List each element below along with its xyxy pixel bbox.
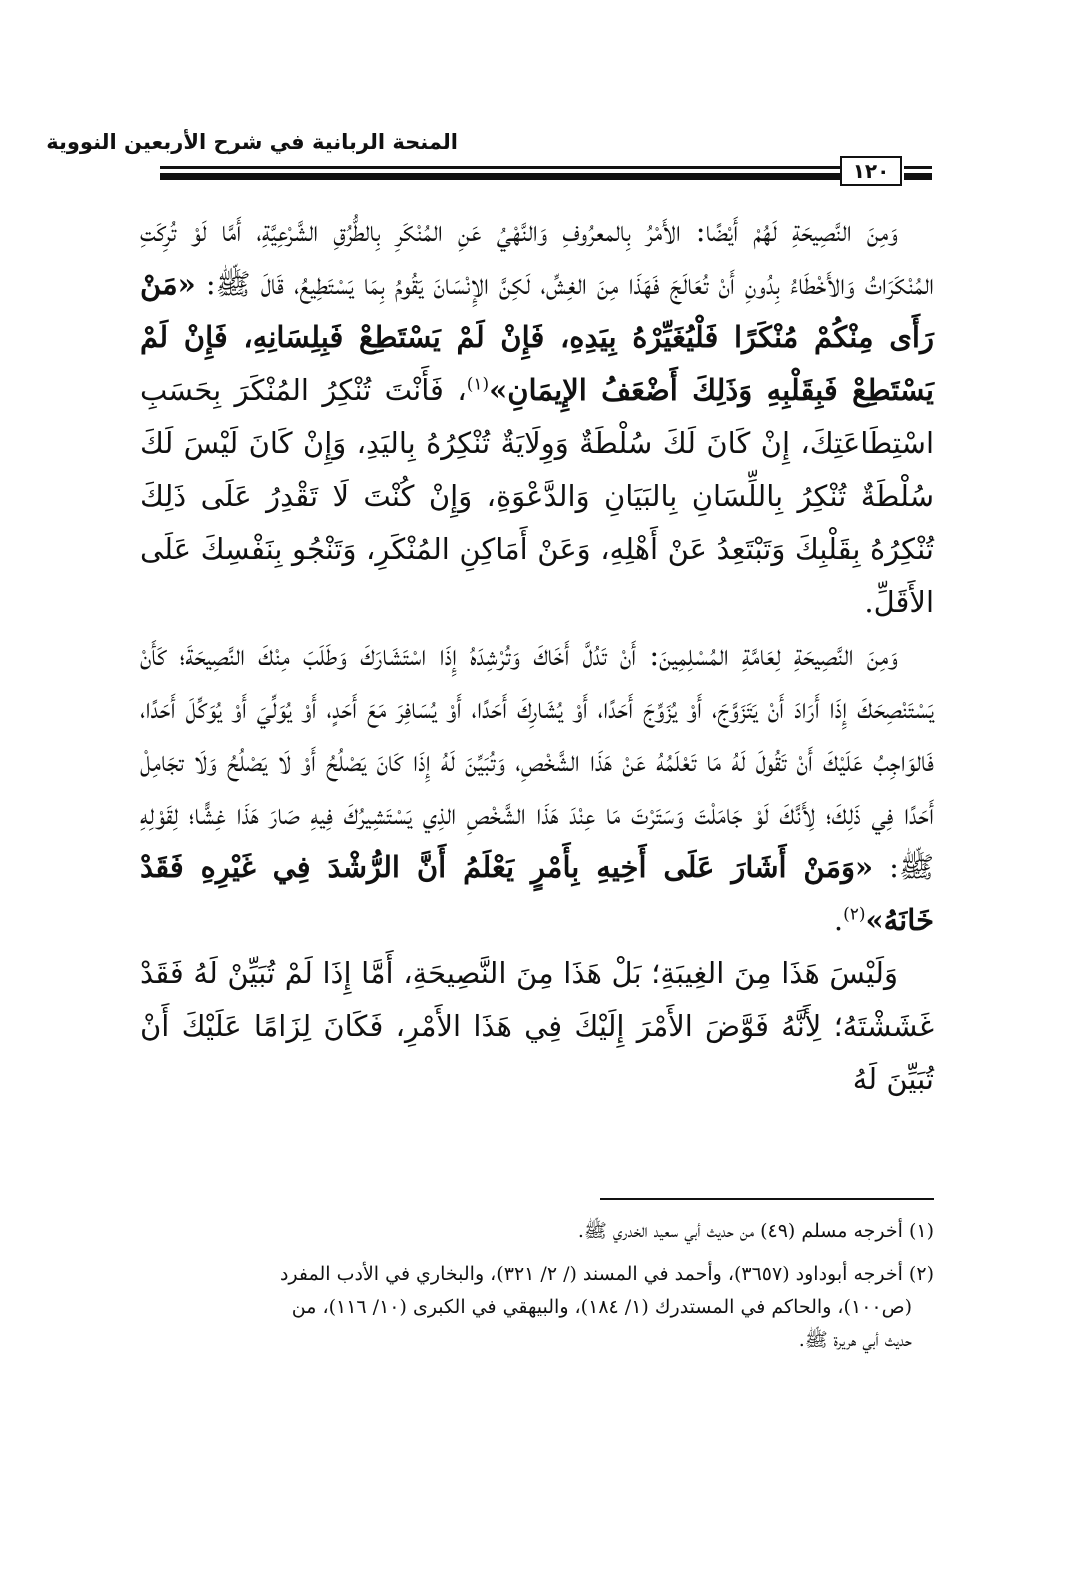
paragraph-1-rest: ، فَأَنْتَ تُنْكِرُ المُنْكَرَ بِحَسَبِ اسْتِطَاعَتِكَ، إِنْ كَانَ لَكَ سُلْطَةٌ وَوِلَايَةٌ تُنْكِرُهُ بِاليَدِ، وَإِنْ كَانَ لَيْسَ لَكَ سُلْطَةٌ تُنْكِرُ بِاللِّسَانِ بِالبَيَانِ وَالدَّعْوَةِ، وَإِنْ كُنْتَ لَا تَقْدِرُ عَلَى ذَلِكَ تُنْكِرُهُ بِقَلْبِكَ وَتَبْتَعِدُ عَنْ أَهْلِهِ، وَعَنْ أَمَاكِنِ المُنْكَرِ، وَتَنْجُو بِنَفْسِكَ عَلَى الأَقَلِّ. (140, 373, 934, 619)
footnote-separator (600, 1198, 934, 1200)
footnote-1: (١) أخرجه مسلم (٤٩) من حديث أبي سعيد الخدري ﷺ. (577, 1220, 934, 1242)
paragraph-2-text: وَمِنَ النَّصِيحَةِ لِعَامَّةِ المُسْلِمِينَ: أَنْ تَدُلَّ أَخَاكَ وَتُرْشِدَهُ إِذَا اسْتَشَارَكَ وَطَلَبَ مِنْكَ النَّصِيحَةَ؛ كَأَنْ يَسْتَنْصِحَكَ إِذَا أَرَادَ أَنْ يَتَزَوَّجَ، أَوْ يُزَوِّجَ أَحَدًا، أَوْ يُشَارِكَ أَحَدًا، أَوْ يُسَافِرَ مَعَ أَحَدٍ، أَوْ يُوَلِّيَ أَوْ يُوَكِّلَ أَحَدًا، فَالوَاجِبُ عَلَيْكَ أَنْ تَقُولَ لَهُ مَا تَعْلَمُهُ عَنْ هَذَا الشَّخْصِ، وَتُبَيِّنَ لَهُ إِذَا كَانَ يَصْلُحُ أَوْ لَا يَصْلُحُ وَلَا تجَامِلْ أَحَدًا فِي ذَلِكَ؛ لِأَنَّكَ لَوْ جَامَلْتَ وَسَتَرْتَ مَا عِنْدَ هَذَا الشَّخْصِ الذِي يَسْتَشِيرُكَ فِيهِ صَارَ هَذَا غِشًّا؛ لِقَوْلِهِ ﷺ: (140, 638, 934, 884)
header-rule-thick-right (904, 173, 932, 180)
footnote-2-line-1: (٢) أخرجه أبوداود (٣٦٥٧)، وأحمد في المسند (/ ٢/ ٣٢١)، والبخاري في الأدب المفرد (279, 1263, 934, 1285)
footnotes (140, 1215, 934, 1357)
paragraph-1 (140, 205, 934, 629)
running-title: المنحة الربانية في شرح الأربعين النووية (46, 130, 458, 154)
footnote-ref-1: (١) (466, 374, 490, 395)
paragraph-3-text: وَلَيْسَ هَذَا مِنَ الغِيبَةِ؛ بَلْ هَذَا مِنَ النَّصِيحَةِ، أَمَّا إِذَا لَمْ تُبَيِّنْ لَهُ فَقَدْ غَشَشْتَهُ؛ لِأَنَّهُ فَوَّضَ الأَمْرَ إِلَيْكَ فِي هَذَا الأَمْرِ، فَكَانَ لِزَامًا عَلَيْكَ أَنْ تُبَيِّنَ لَهُ (140, 956, 934, 1096)
paragraph-2 (140, 629, 934, 947)
hadith-quote-2: «وَمَنْ أَشَارَ عَلَى أَخِيهِ بِأَمْرٍ يَعْلَمُ أَنَّ الرُّشْدَ فِي غَيْرِهِ فَقَدْ خَانَهُ» (140, 850, 934, 937)
page-number: ١٢٠ (840, 156, 902, 186)
footnote-2-line-3: حديث أبي هريرة ﷺ. (798, 1329, 912, 1351)
page-header (46, 124, 932, 186)
paragraph-2-end: . (833, 903, 844, 937)
header-rule-thin (160, 166, 842, 169)
footnote-ref-2: (٢) (843, 904, 866, 925)
footnote-2-line-2: (ص١٠٠)، والحاكم في المستدرك (١/ ١٨٤)، والبيهقي في الكبرى (١٠/ ١١٦)، من (291, 1296, 912, 1318)
paragraph-3 (140, 947, 934, 1106)
header-rule-thin-right (904, 166, 932, 169)
hadith-quote-1: «مَنْ رَأَى مِنْكُمْ مُنْكَرًا فَلْيُغَيِّرْهُ بِيَدِهِ، فَإِنْ لَمْ يَسْتَطِعْ فَبِلِسَانِهِ، فَإِنْ لَمْ يَسْتَطِعْ فَبِقَلْبِهِ وَذَلِكَ أَضْعَفُ الإِيمَانِ» (140, 267, 934, 407)
paragraph-1-text: وَمِنَ النَّصِيحَةِ لَهُمْ أَيْضًا: الأَمْرُ بِالمعرُوفِ وَالنَّهْيُ عَنِ المُنْكَرِ بِالطُّرُقِ الشَّرْعِيَّةِ، أَمَّا لَوْ تُرِكَتِ المُنْكَرَاتُ وَالأَخْطَاءُ بِدُونِ أَنْ تُعَالَجَ فَهَذَا مِنَ الغِشِّ، لَكِنَّ الإِنْسَانَ يَقُومُ بِمَا يَسْتَطِيعُ، قَالَ ﷺ: (140, 214, 934, 301)
header-rule-thick (160, 173, 842, 180)
main-text (140, 205, 934, 1106)
